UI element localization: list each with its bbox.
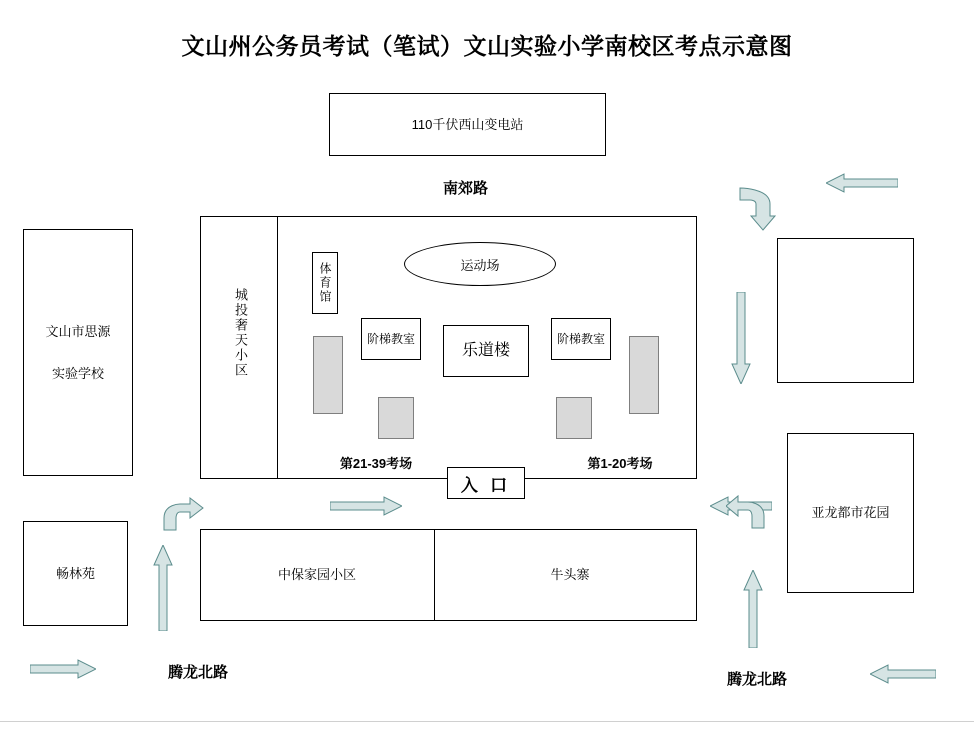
siyuan-school-label-line2: 实验学校 [51,365,104,381]
stadium-label: 运动场 [460,257,500,273]
building-ledao [443,325,529,377]
arrow-curve-top-right [736,186,776,232]
ledao-label: 乐道楼 [461,342,510,359]
page-title: 文山州公务员考试（笔试）文山实验小学南校区考点示意图 [181,34,793,59]
block-left-small [378,397,414,439]
entrance-box: 入 口 [447,467,525,499]
block-right-tall [629,336,659,414]
road-label-tenglong-right: 腾龙北路 [727,672,788,688]
building-yalong [787,433,914,593]
arrow-left-bottom-right [870,663,936,685]
gym-label: 体育馆 [318,262,332,304]
campus-inner-divider [277,216,278,479]
building-stepped-classroom-right [551,318,611,360]
bottom-compound-divider [434,529,435,621]
block-right-small [556,397,592,439]
arrow-curve-left-entrance [160,492,204,534]
arrow-curve-right-entrance [726,490,768,532]
label-niutouzhai: 牛头寨 [550,567,590,582]
label-chengtou-compound: 城投奢天小区 [233,288,248,378]
stepped-classroom-left-label: 阶梯教室 [366,332,415,346]
building-gym [312,252,338,314]
stepped-classroom-right-label: 阶梯教室 [556,332,605,346]
road-label-tenglong-left: 腾龙北路 [168,665,229,681]
road-label-nanjiao: 南郊路 [443,181,489,197]
arrow-up-bottom-right [742,570,764,648]
arrow-right-entrance-left [330,495,402,517]
label-exam-rooms-left: 第21-39考场 [339,456,413,471]
siyuan-school-label-line1: 文山市思源 [45,324,111,339]
building-substation [329,93,606,156]
stadium-ellipse [404,242,556,286]
label-exam-rooms-right: 第1-20考场 [587,456,653,471]
arrow-up-bottom-left [152,545,174,631]
yalong-label: 亚龙都市花园 [811,505,890,521]
bottom-divider [0,721,974,722]
building-stepped-classroom-left [361,318,421,360]
substation-label: 110千伏西山变电站 [411,116,524,132]
building-right-upper [777,238,914,383]
arrow-right-bottom-left [30,658,96,680]
block-left-tall [313,336,343,414]
label-zhongbao: 中保家园小区 [277,567,356,582]
arrow-left-top-right [826,172,898,194]
building-chenglin-yuan [23,521,128,626]
chenglin-yuan-label: 畅林苑 [55,565,95,581]
building-siyuan-school [23,229,133,476]
arrow-down-right-side [730,292,752,384]
